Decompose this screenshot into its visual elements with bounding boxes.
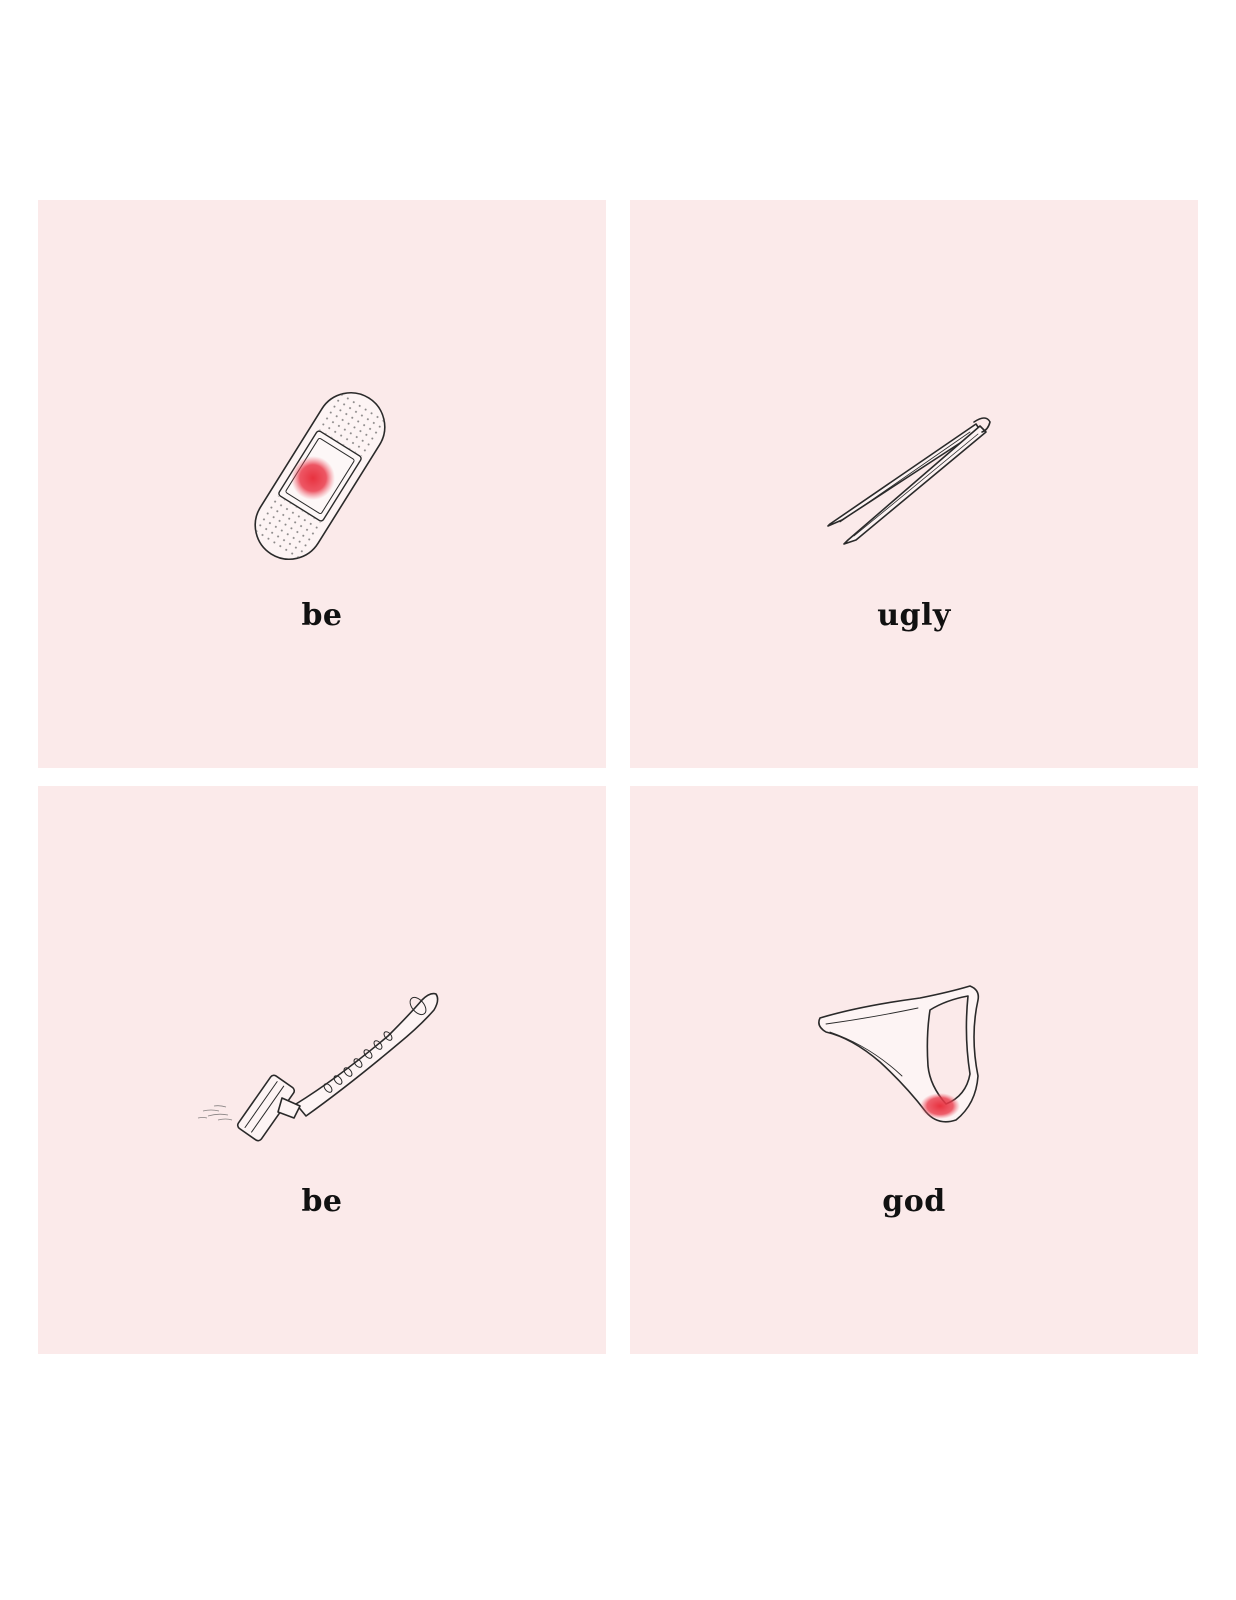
panel-underwear [630,786,1198,1354]
panel-tweezers [630,200,1198,768]
razor-icon [38,786,606,1354]
underwear-icon [630,786,1198,1354]
blood-stain [920,1093,960,1119]
caption-word: be [301,598,343,633]
panel-razor [38,786,606,1354]
tweezers-icon [630,200,1198,768]
caption-word: be [301,1184,343,1219]
caption-word: ugly [877,598,951,633]
bandage-icon [38,200,606,768]
caption-word: god [882,1184,946,1219]
panel-bandage [38,200,606,768]
blood-stain [291,456,335,500]
